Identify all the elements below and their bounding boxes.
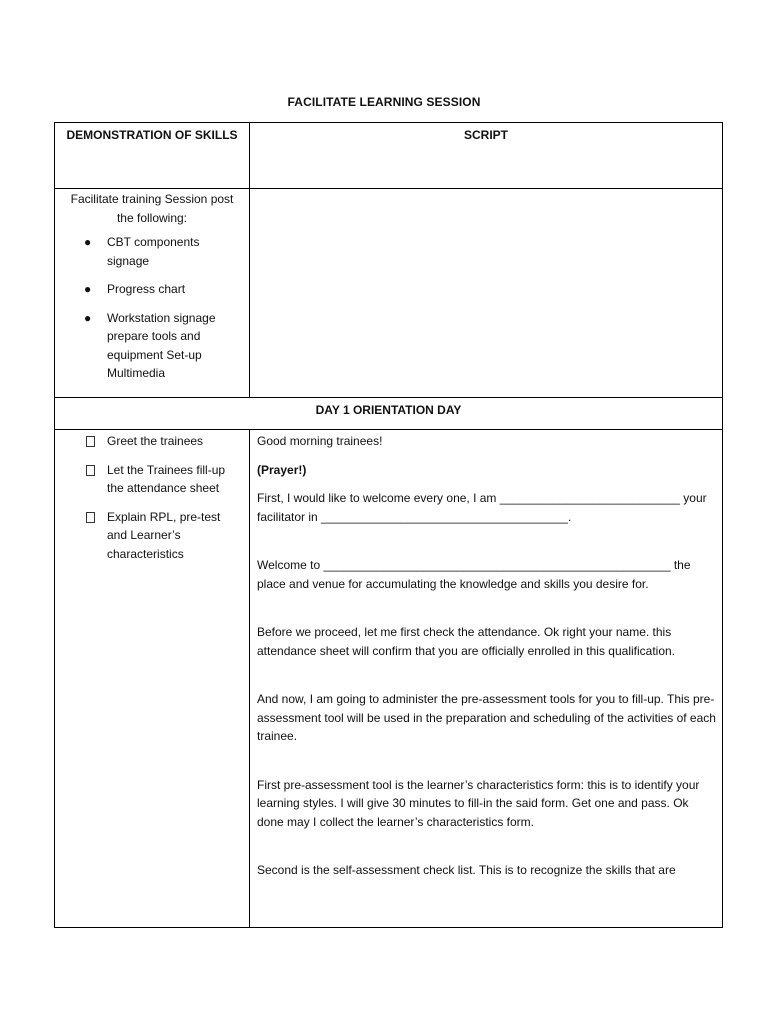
- checkbox-icon: [86, 465, 95, 476]
- script-first-tool: [257, 776, 716, 832]
- document-title: FACILITATE LEARNING SESSION: [287, 95, 481, 109]
- activity-label: Explain RPL, pre-test and Learner’s characteristics: [107, 509, 221, 561]
- script-cell: [250, 430, 723, 928]
- bullet-icon: ●: [84, 282, 92, 296]
- skill-item-label: Workstation signage prepare tools and equipment Set-up Multimedia: [107, 310, 216, 380]
- day-row: [55, 398, 723, 430]
- day-heading: DAY 1 ORIENTATION DAY: [55, 398, 723, 430]
- script-row: [55, 430, 723, 928]
- skills-row: [55, 189, 723, 398]
- script-venue: Welcome to ____________________________________________________ the place and venue for accumulating the knowledge and skills you desire for.: [257, 558, 691, 591]
- header-script: SCRIPT: [250, 123, 723, 189]
- script-welcome: First, I would like to welcome every one, I am ___________________________ your facilitator in _____________________________________.: [257, 491, 707, 524]
- list-item: [55, 461, 249, 498]
- first-tool-lead: First pre-assessment tool is the learner’s characteristics form:: [257, 777, 584, 792]
- skill-item-label: Progress chart: [107, 282, 186, 296]
- first-tool-rest: this is to identify your learning styles. I will give 30 minutes to fill-in the said form. Get one and pass. Ok done may I collect the learner’s characteristics form.: [257, 777, 700, 829]
- skills-list: [55, 233, 249, 383]
- skill-item-label: CBT components signage: [107, 235, 200, 268]
- activities-cell: [55, 430, 250, 928]
- skills-cell: [55, 189, 250, 398]
- table-header-row: [55, 123, 723, 189]
- list-item: [55, 233, 249, 270]
- bullet-icon: ●: [84, 235, 92, 249]
- list-item: [55, 280, 249, 299]
- script-preassessment: And now, I am going to administer the pre-assessment tools for you to fill-up. This pre-assessment tool will be used in the preparation and scheduling of the activities of each trainee.: [257, 692, 716, 743]
- session-table: [54, 122, 723, 928]
- list-item: [55, 432, 249, 451]
- list-item: [55, 508, 249, 564]
- list-item: [55, 309, 249, 383]
- script-greeting: Good morning trainees!: [257, 434, 383, 448]
- script-prayer: (Prayer!): [257, 462, 307, 477]
- activity-label: Greet the trainees: [107, 434, 204, 448]
- skills-script-cell: [250, 189, 723, 398]
- activities-list: [55, 432, 249, 563]
- skills-intro: Facilitate training Session post the following:: [70, 192, 234, 225]
- header-demonstration: DEMONSTRATION OF SKILLS: [55, 123, 250, 189]
- checkbox-icon: [86, 436, 95, 447]
- activity-label: Let the Trainees fill-up the attendance sheet: [107, 462, 226, 495]
- script-second-tool: Second is the self-assessment check list. This is to recognize the skills that are: [257, 863, 676, 877]
- script-attendance: Before we proceed, let me first check the attendance. Ok right your name. this attendance sheet will confirm that you are officially enrolled in this qualification.: [257, 625, 676, 658]
- checkbox-icon: [86, 512, 95, 523]
- script-body: [250, 430, 722, 927]
- bullet-icon: ●: [84, 310, 92, 325]
